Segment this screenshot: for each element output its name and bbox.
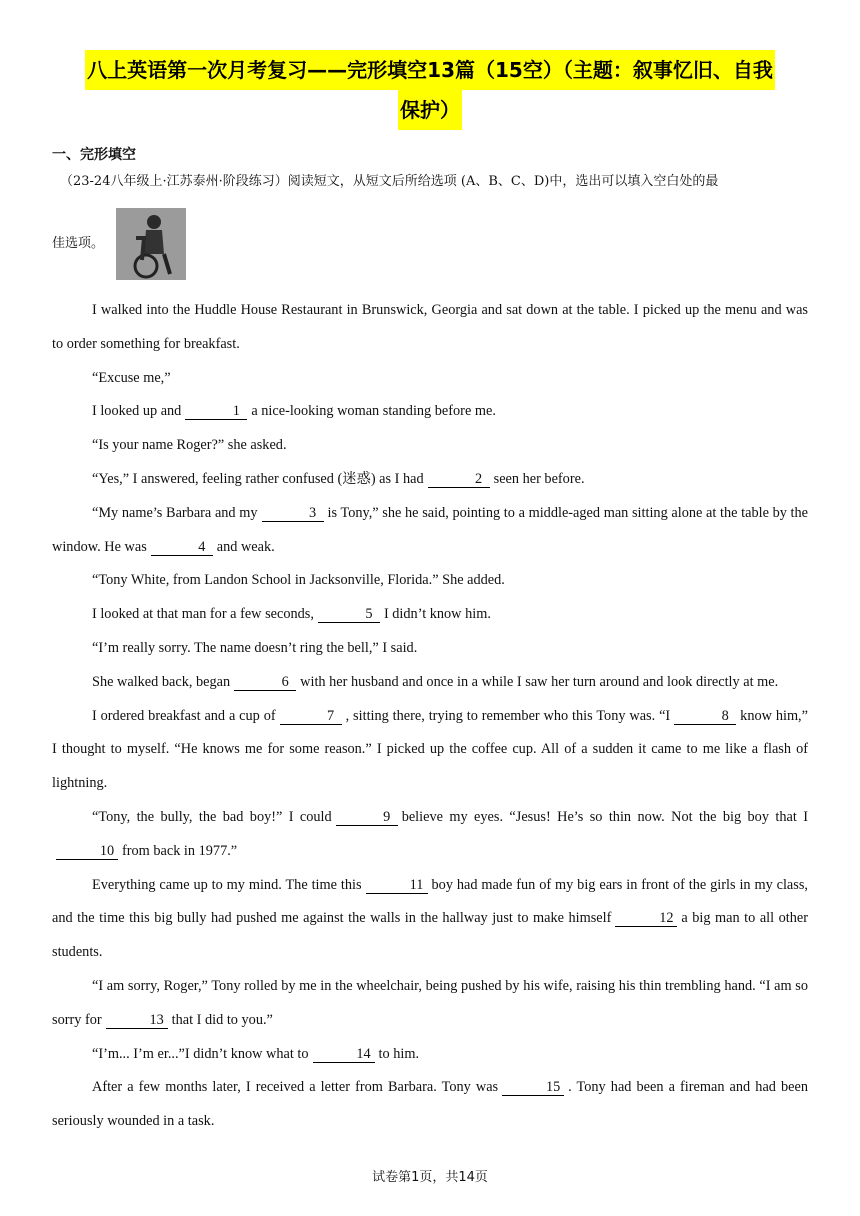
title-line-1: 八上英语第一次月考复习——完形填空13篇（15空）（主题：叙事忆旧、自我	[85, 50, 775, 90]
passage-paragraph	[52, 700, 808, 801]
source-note: （23-24八年级上·江苏泰州·阶段练习）阅读短文，从短文后所给选项 (A、B、C、D)中，选出可以填入空白处的最	[60, 174, 719, 189]
paragraph-text: know him,” I thought to myself. “He knows me for some reason.” I picked up the coffee cup. All of a sudden it came to me like a flash of lightning.	[52, 707, 808, 792]
blank-1: 1	[185, 403, 247, 420]
paragraph-text: She walked back, began	[92, 673, 231, 690]
blank-8: 8	[674, 708, 736, 725]
passage	[52, 294, 808, 1139]
paragraph-text: I didn’t know him.	[383, 606, 491, 623]
paragraph-text: I ordered breakfast and a cup of	[92, 707, 276, 724]
paragraph-text: After a few months later, I received a letter from Barbara. Tony was	[92, 1079, 499, 1096]
blank-9: 9	[336, 809, 398, 826]
blank-10: 10	[56, 843, 118, 860]
paragraph-text: seen her before.	[493, 470, 585, 487]
document-title	[0, 50, 860, 130]
paragraph-text: “Tony, the bully, the bad boy!” I could	[92, 808, 332, 825]
paragraph-text: from back in 1977.”	[122, 842, 238, 859]
paragraph-text: “Yes,” I answered, feeling rather confused (迷惑) as I had	[92, 470, 424, 487]
paragraph-text: to him.	[378, 1045, 420, 1062]
blank-14: 14	[313, 1046, 375, 1063]
blank-6: 6	[234, 674, 296, 691]
paragraph-text: I looked at that man for a few seconds,	[92, 606, 314, 623]
passage-paragraph	[52, 564, 808, 598]
paragraph-text: . Tony had been a fireman and had been seriously wounded in a task.	[52, 1079, 809, 1130]
passage-paragraph	[52, 970, 808, 1038]
blank-13: 13	[106, 1012, 168, 1029]
paragraph-text: “I am sorry, Roger,” Tony rolled by me in the wheelchair, being pushed by his wife, raising his thin trembling hand. “I am so sorry for	[52, 977, 808, 1028]
title-line-2: 保护）	[398, 90, 462, 130]
paragraph-text: and weak.	[216, 538, 275, 555]
passage-paragraph	[52, 666, 808, 700]
paragraph-text: “Tony White, from Landon School in Jacksonville, Florida.” She added.	[92, 572, 505, 589]
blank-5: 5	[318, 606, 380, 623]
paragraph-text: “My name’s Barbara and my	[92, 504, 258, 521]
paragraph-text: “Is your name Roger?” she asked.	[92, 437, 287, 454]
paragraph-text: “Excuse me,”	[92, 369, 171, 386]
illustration-image	[116, 208, 186, 280]
paragraph-text: , sitting there, trying to remember who this Tony was. “I	[345, 707, 671, 724]
passage-paragraph	[52, 1071, 808, 1139]
section-heading: 一、完形填空	[52, 147, 136, 163]
paragraph-text: Everything came up to my mind. The time this	[92, 876, 362, 893]
passage-paragraph	[52, 598, 808, 632]
blank-7: 7	[280, 708, 342, 725]
paragraph-text: I looked up and	[92, 403, 182, 420]
passage-paragraph	[52, 869, 808, 970]
blank-3: 3	[262, 505, 324, 522]
paragraph-text: boy had made fun of my big ears in front of the girls in my class, and the time this big bully had pushed me against the walls in the hallway just to make himself	[52, 876, 808, 927]
paragraph-text: a nice-looking woman standing before me.	[251, 403, 496, 420]
passage-paragraph	[52, 801, 808, 869]
paragraph-text: that I did to you.”	[171, 1011, 273, 1028]
blank-4: 4	[151, 539, 213, 556]
blank-12: 12	[615, 910, 677, 927]
passage-paragraph	[52, 497, 808, 565]
page-footer: 试卷第1页，共14页	[372, 1170, 488, 1185]
passage-paragraph	[52, 395, 808, 429]
passage-paragraph	[52, 294, 808, 362]
blank-2: 2	[428, 471, 490, 488]
blank-11: 11	[366, 877, 428, 894]
paragraph-text: “I’m... I’m er...”I didn’t know what to	[92, 1045, 309, 1062]
source-note-end: 佳选项。	[52, 236, 105, 251]
passage-paragraph	[52, 1038, 808, 1072]
paragraph-text: I walked into the Huddle House Restaurant in Brunswick, Georgia and sat down at the table. I picked up the menu and was to order something for breakfast.	[52, 302, 808, 352]
paragraph-text: with her husband and once in a while I saw her turn around and look directly at me.	[300, 673, 779, 690]
paragraph-text: is Tony,” she he said, pointing to a middle-aged man sitting alone at the table by the window. He was	[52, 504, 809, 555]
paragraph-text: believe my eyes. “Jesus! He’s so thin now. Not the big boy that I	[401, 808, 808, 825]
paragraph-text: “I’m really sorry. The name doesn’t ring the bell,” I said.	[92, 639, 418, 656]
passage-paragraph	[52, 632, 808, 666]
passage-paragraph	[52, 429, 808, 463]
passage-paragraph	[52, 362, 808, 396]
paragraph-text: a big man to all other students.	[52, 910, 808, 961]
passage-paragraph	[52, 463, 808, 497]
blank-15: 15	[502, 1079, 564, 1096]
